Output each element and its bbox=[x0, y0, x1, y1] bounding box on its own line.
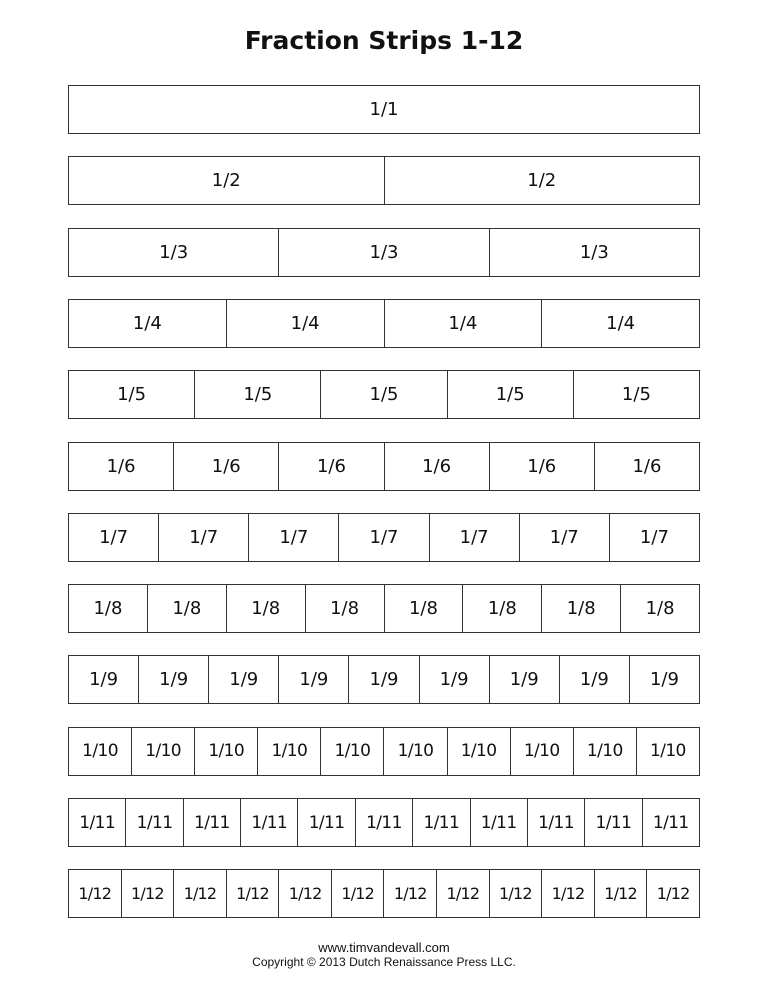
fraction-cell: 1/9 bbox=[629, 656, 699, 703]
fraction-cell: 1/9 bbox=[89, 669, 119, 691]
fraction-cell: 1/7 bbox=[429, 514, 519, 561]
fraction-cell: 1/10 bbox=[257, 728, 320, 775]
fraction-cell: 1/10 bbox=[131, 728, 194, 775]
fraction-cell: 1/5 bbox=[447, 371, 573, 418]
fraction-cell: 1/8 bbox=[462, 585, 541, 632]
fraction-cell: 1/12 bbox=[436, 870, 489, 917]
fraction-cell: 1/8 bbox=[305, 585, 384, 632]
fraction-cell: 1/4 bbox=[226, 300, 384, 347]
fraction-strip-3 bbox=[68, 228, 700, 277]
fraction-cell: 1/8 bbox=[384, 585, 463, 632]
fraction-cell: 1/10 bbox=[383, 728, 446, 775]
fraction-cell: 1/5 bbox=[320, 371, 446, 418]
fraction-cell: 1/9 bbox=[278, 656, 348, 703]
fraction-cell: 1/7 bbox=[158, 514, 248, 561]
fraction-cell: 1/12 bbox=[594, 870, 647, 917]
fraction-cell: 1/9 bbox=[138, 656, 208, 703]
fraction-cell: 1/9 bbox=[489, 656, 559, 703]
fraction-cell: 1/4 bbox=[384, 300, 542, 347]
fraction-strip-6 bbox=[68, 442, 700, 491]
fraction-cell: 1/2 bbox=[384, 157, 700, 204]
fraction-strip-11 bbox=[68, 798, 700, 847]
fraction-cell: 1/12 bbox=[173, 870, 226, 917]
fraction-cell: 1/12 bbox=[78, 884, 112, 904]
website-link[interactable]: www.timvandevall.com bbox=[318, 940, 450, 955]
copyright-text: Copyright © 2013 Dutch Renaissance Press LLC. bbox=[252, 955, 516, 969]
fraction-cell: 1/12 bbox=[489, 870, 542, 917]
fraction-cell: 1/4 bbox=[132, 312, 162, 334]
fraction-cell: 1/3 bbox=[159, 241, 189, 263]
fraction-strip-4 bbox=[68, 299, 700, 348]
fraction-cell: 1/6 bbox=[106, 455, 136, 477]
fraction-strip-5 bbox=[68, 370, 700, 419]
fraction-strip-1 bbox=[68, 85, 700, 134]
fraction-cell: 1/10 bbox=[447, 728, 510, 775]
fraction-strip-2 bbox=[68, 156, 700, 205]
fraction-cell: 1/5 bbox=[117, 384, 147, 406]
fraction-cell: 1/10 bbox=[510, 728, 573, 775]
fraction-cell: 1/7 bbox=[338, 514, 428, 561]
fraction-cell: 1/10 bbox=[636, 728, 699, 775]
fraction-strip-7 bbox=[68, 513, 700, 562]
fraction-cell: 1/11 bbox=[470, 799, 527, 846]
fraction-cell: 1/8 bbox=[93, 598, 123, 620]
fraction-cell: 1/4 bbox=[541, 300, 699, 347]
fraction-cell: 1/11 bbox=[240, 799, 297, 846]
fraction-cell: 1/2 bbox=[211, 170, 241, 192]
fraction-cell: 1/6 bbox=[173, 443, 278, 490]
fraction-cell: 1/11 bbox=[297, 799, 354, 846]
fraction-cell: 1/8 bbox=[147, 585, 226, 632]
fraction-cell: 1/12 bbox=[121, 870, 174, 917]
fraction-strip-10 bbox=[68, 727, 700, 776]
fraction-cell: 1/11 bbox=[183, 799, 240, 846]
fraction-cell: 1/7 bbox=[519, 514, 609, 561]
fraction-cell: 1/10 bbox=[573, 728, 636, 775]
fraction-cell: 1/8 bbox=[620, 585, 699, 632]
fraction-cell: 1/6 bbox=[594, 443, 699, 490]
fraction-cell: 1/12 bbox=[541, 870, 594, 917]
fraction-strip-12 bbox=[68, 869, 700, 918]
fraction-cell: 1/12 bbox=[383, 870, 436, 917]
fraction-cell: 1/3 bbox=[489, 229, 699, 276]
fraction-cell: 1/8 bbox=[226, 585, 305, 632]
fraction-cell: 1/12 bbox=[646, 870, 699, 917]
fraction-cell: 1/3 bbox=[278, 229, 488, 276]
fraction-cell: 1/9 bbox=[559, 656, 629, 703]
fraction-cell: 1/12 bbox=[331, 870, 384, 917]
fraction-cell: 1/9 bbox=[348, 656, 418, 703]
fraction-cell: 1/12 bbox=[226, 870, 279, 917]
fraction-cell: 1/11 bbox=[79, 812, 116, 833]
fraction-cell: 1/11 bbox=[642, 799, 699, 846]
fraction-cell: 1/11 bbox=[412, 799, 469, 846]
fraction-cell: 1/11 bbox=[527, 799, 584, 846]
fraction-strip-9 bbox=[68, 655, 700, 704]
fraction-cell: 1/9 bbox=[208, 656, 278, 703]
fraction-cell: 1/10 bbox=[82, 741, 118, 762]
fraction-cell: 1/5 bbox=[194, 371, 320, 418]
fraction-cell: 1/5 bbox=[573, 371, 699, 418]
fraction-cell: 1/10 bbox=[194, 728, 257, 775]
fraction-cell: 1/6 bbox=[489, 443, 594, 490]
fraction-cell: 1/8 bbox=[541, 585, 620, 632]
fraction-cell: 1/7 bbox=[248, 514, 338, 561]
fraction-cell: 1/11 bbox=[355, 799, 412, 846]
fraction-strip-8 bbox=[68, 584, 700, 633]
fraction-cell: 1/11 bbox=[584, 799, 641, 846]
fraction-cell: 1/6 bbox=[384, 443, 489, 490]
fraction-cell: 1/12 bbox=[278, 870, 331, 917]
fraction-cell: 1/1 bbox=[369, 99, 399, 120]
fraction-cell: 1/7 bbox=[99, 526, 129, 548]
fraction-cell: 1/10 bbox=[320, 728, 383, 775]
fraction-cell: 1/11 bbox=[125, 799, 182, 846]
page-title: Fraction Strips 1-12 bbox=[244, 26, 524, 55]
fraction-cell: 1/6 bbox=[278, 443, 383, 490]
fraction-cell: 1/9 bbox=[419, 656, 489, 703]
fraction-cell: 1/7 bbox=[609, 514, 699, 561]
footer bbox=[0, 940, 768, 970]
